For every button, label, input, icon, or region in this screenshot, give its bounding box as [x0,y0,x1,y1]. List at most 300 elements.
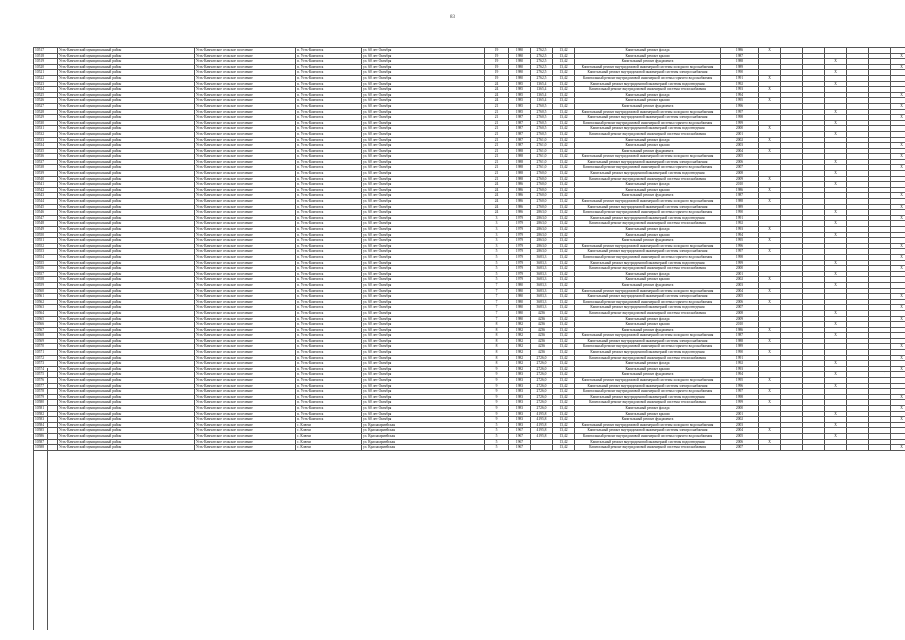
cell-work-type: Капитальный ремонт внутридомовой инженерной системы электроснабжения [575,70,721,76]
cell-house: 24 [485,204,509,210]
cell-cost: 13,42 [553,305,575,311]
cell-street: ул. 60 лет Октября [362,109,485,115]
cell-house: 8 [485,333,509,339]
cell-house: 7 [485,299,509,305]
cell-work-type: Капитальный ремонт внутридомовой инженерной системы горячего водоснабжения [575,75,721,81]
cell-house: 5 [485,271,509,277]
cell-locality: п. Усть-Камчатск [296,361,362,367]
cell-settlement: Усть-Камчатское сельское поселение [195,316,296,322]
cell-work-type: Капитальный ремонт внутридомовой инженерной системы теплоснабжения [575,310,721,316]
cell-year: 1967 [509,445,531,451]
cell-work-type: Капитальный ремонт внутридомовой инженерной системы холодного водоснабжения [575,378,721,384]
cell-locality: п. Усть-Камчатск [296,64,362,70]
cell-area: 3683,3 [531,294,553,300]
cell-cost: 13,42 [553,210,575,216]
cell-settlement: Усть-Камчатское сельское поселение [195,59,296,65]
cell-district: Усть-Камчатский муниципальный район [58,109,195,115]
cell-settlement: Усть-Камчатское сельское поселение [195,182,296,188]
cell-cost: 13,42 [553,266,575,272]
cell-area: 2760,0 [531,171,553,177]
cell-plan-year: 1987 [721,333,759,339]
cell-year: 1980 [509,310,531,316]
cell-district: Усть-Камчатский муниципальный район [58,227,195,233]
cell-district: Усть-Камчатский муниципальный район [58,103,195,109]
cell-year: 1986 [509,204,531,210]
cell-cost: 13,42 [553,372,575,378]
cell-street: ул. 60 лет Октября [362,361,485,367]
cell-locality: п. Усть-Камчатск [296,260,362,266]
cell-area: 3683,3 [531,305,553,311]
cell-row-number: 10574 [34,366,58,372]
cell-settlement: Усть-Камчатское сельское поселение [195,322,296,328]
cell-plan-year: 1997 [721,109,759,115]
cell-work-type: Капитальный ремонт фундамента [575,59,721,65]
cell-street: ул. 60 лет Октября [362,137,485,143]
cell-district: Усть-Камчатский муниципальный район [58,176,195,182]
cell-mark: X [891,165,905,171]
cell-row-number: 10577 [34,383,58,389]
cell-district: Усть-Камчатский муниципальный район [58,271,195,277]
cell-settlement: Усть-Камчатское сельское поселение [195,445,296,451]
cell-plan-year: 1997 [721,389,759,395]
cell-area: 2760,5 [531,115,553,121]
cell-area: 2726,0 [531,383,553,389]
cell-area: 2863,0 [531,227,553,233]
cell-plan-year: 2008 [721,171,759,177]
cell-cost: 13,42 [553,249,575,255]
cell-year: 1986 [509,187,531,193]
cell-area: 4236 [531,322,553,328]
cell-work-type: Капитальный ремонт фундамента [575,417,721,423]
cell-row-number: 10559 [34,282,58,288]
cell-house: 7 [485,305,509,311]
cell-street: ул. 60 лет Октября [362,64,485,70]
cell-mark: X [759,389,781,395]
cell-cost: 13,42 [553,271,575,277]
cell-plan-year: 2010 [721,322,759,328]
cell-locality: п. Усть-Камчатск [296,389,362,395]
cell-row-number: 10561 [34,294,58,300]
cell-row-number: 10549 [34,227,58,233]
cell-house: 19 [485,59,509,65]
cell-locality: с. Ключи [296,428,362,434]
cell-plan-year: 2007 [721,305,759,311]
cell-street: ул. 60 лет Октября [362,282,485,288]
cell-district: Усть-Камчатский муниципальный район [58,400,195,406]
cell-year: 1967 [509,439,531,445]
cell-cost: 13,42 [553,193,575,199]
cell-work-type: Капитальный ремонт фасада [575,182,721,188]
cell-locality: п. Усть-Камчатск [296,394,362,400]
cell-district: Усть-Камчатский муниципальный район [58,266,195,272]
cell-year: 1979 [509,232,531,238]
cell-street: ул. 60 лет Октября [362,406,485,412]
cell-cost: 13,42 [553,411,575,417]
cell-district: Усть-Камчатский муниципальный район [58,310,195,316]
cell-area: 2726,0 [531,389,553,395]
cell-locality: п. Усть-Камчатск [296,316,362,322]
cell-locality: п. Усть-Камчатск [296,126,362,132]
cell-locality: п. Усть-Камчатск [296,406,362,412]
cell-plan-year: 2001 [721,131,759,137]
cell-row-number: 10570 [34,344,58,350]
cell-row-number: 10585 [34,428,58,434]
cell-work-type: Капитальный ремонт внутридомовой инженерной системы электроснабжения [575,338,721,344]
cell-area: 4236 [531,316,553,322]
cell-year: 1985 [509,98,531,104]
cell-district: Усть-Камчатский муниципальный район [58,383,195,389]
cell-district: Усть-Камчатский муниципальный район [58,305,195,311]
cell-plan-year: 2006 [721,299,759,305]
cell-settlement: Усть-Камчатское сельское поселение [195,75,296,81]
cell-area: 1365,4 [531,92,553,98]
cell-row-number: 10538 [34,165,58,171]
cell-street: ул. 60 лет Октября [362,400,485,406]
cell-settlement: Усть-Камчатское сельское поселение [195,439,296,445]
cell-work-type: Капитальный ремонт внутридомовой инженерной системы теплоснабжения [575,131,721,137]
cell-mark: X [825,322,847,328]
cell-district: Усть-Камчатский муниципальный район [58,277,195,283]
cell-house: 9 [485,411,509,417]
cell-work-type: Капитальный ремонт внутридомовой инженерной системы теплоснабжения [575,445,721,451]
cell-year: 1983 [509,406,531,412]
cell-plan-year: 1996 [721,383,759,389]
cell-row-number: 10581 [34,406,58,412]
cell-cost: 13,42 [553,406,575,412]
cell-plan-year: 1992 [721,361,759,367]
cell-year: 1987 [509,126,531,132]
cell-row-number: 10535 [34,148,58,154]
cell-street: ул. 60 лет Октября [362,366,485,372]
cell-house: 24 [485,92,509,98]
cell-row-number: 10558 [34,277,58,283]
cell-plan-year: 2001 [721,411,759,417]
cell-house: 3 [485,243,509,249]
cell-row-number: 10526 [34,98,58,104]
cell-settlement: Усть-Камчатское сельское поселение [195,400,296,406]
cell-work-type: Капитальный ремонт крыши [575,366,721,372]
cell-cost: 13,42 [553,310,575,316]
cell-work-type: Капитальный ремонт внутридомовой инженерной системы электроснабжения [575,249,721,255]
cell-mark: X [891,204,905,210]
cell-street: ул. 60 лет Октября [362,154,485,160]
cell-locality: п. Усть-Камчатск [296,299,362,305]
cell-street: ул. 60 лет Октября [362,316,485,322]
cell-plan-year: 1991 [721,355,759,361]
cell-mark: X [825,433,847,439]
cell-district: Усть-Камчатский муниципальный район [58,316,195,322]
cell-cost: 13,42 [553,109,575,115]
cell-house: 9 [485,389,509,395]
cell-cost: 13,42 [553,383,575,389]
cell-settlement: Усть-Камчатское сельское поселение [195,215,296,221]
cell-work-type: Капитальный ремонт внутридомовой инженерной системы водоотведения [575,394,721,400]
cell-year: 1982 [509,366,531,372]
cell-district: Усть-Камчатский муниципальный район [58,148,195,154]
cell-settlement: Усть-Камчатское сельское поселение [195,131,296,137]
cell-year: 1980 [509,48,531,54]
cell-row-number: 10571 [34,350,58,356]
cell-street: ул. 60 лет Октября [362,159,485,165]
cell-house: 24 [485,87,509,93]
cell-district: Усть-Камчатский муниципальный район [58,199,195,205]
cell-street: ул. 60 лет Октября [362,75,485,81]
cell-row-number: 10547 [34,215,58,221]
cell-district: Усть-Камчатский муниципальный район [58,238,195,244]
cell-house: 5 [485,433,509,439]
cell-street: ул. 60 лет Октября [362,227,485,233]
cell-work-type: Капитальный ремонт внутридомовой инженерной системы холодного водоснабжения [575,333,721,339]
cell-year: 1983 [509,394,531,400]
cell-mark: X [759,327,781,333]
cell-district: Усть-Камчатский муниципальный район [58,165,195,171]
cell-mark: X [759,288,781,294]
cell-cost: 13,42 [553,350,575,356]
cell-mark: X [759,227,781,233]
cell-row-number: 10544 [34,199,58,205]
cell-mark: X [891,254,905,260]
cell-mark [847,445,869,451]
cell-mark: X [759,87,781,93]
cell-work-type: Капитальный ремонт внутридомовой инженерной системы электроснабжения [575,115,721,121]
cell-row-number: 10533 [34,137,58,143]
cell-mark: X [891,417,905,423]
cell-house: 24 [485,210,509,216]
cell-area: 2863,0 [531,249,553,255]
cell-row-number: 10524 [34,87,58,93]
cell-district: Усть-Камчатский муниципальный район [58,193,195,199]
cell-locality: п. Усть-Камчатск [296,254,362,260]
cell-area: 4195,8 [531,433,553,439]
cell-area: 2760,0 [531,182,553,188]
cell-district: Усть-Камчатский муниципальный район [58,159,195,165]
cell-year: 1979 [509,260,531,266]
cell-cost: 13,42 [553,361,575,367]
cell-district: Усть-Камчатский муниципальный район [58,70,195,76]
cell-house: 24 [485,182,509,188]
cell-work-type: Капитальный ремонт внутридомовой инженерной системы электроснабжения [575,294,721,300]
cell-mark: X [759,350,781,356]
cell-mark: X [759,378,781,384]
cell-cost: 13,42 [553,53,575,59]
cell-year: 1979 [509,266,531,272]
cell-mark: X [825,131,847,137]
cell-row-number: 10529 [34,115,58,121]
cell-mark: X [891,394,905,400]
cell-cost: 13,42 [553,64,575,70]
cell-area: 2760,0 [531,199,553,205]
cell-locality: п. Усть-Камчатск [296,159,362,165]
cell-row-number: 10560 [34,288,58,294]
cell-row-number: 10565 [34,316,58,322]
cell-row-number: 10539 [34,171,58,177]
cell-area: 2726,0 [531,355,553,361]
cell-locality: п. Усть-Камчатск [296,53,362,59]
cell-area: 2726,0 [531,372,553,378]
cell-mark: X [825,59,847,65]
cell-locality: п. Усть-Камчатск [296,109,362,115]
cell-cost: 13,42 [553,171,575,177]
cell-district: Усть-Камчатский муниципальный район [58,361,195,367]
cell-street: ул. 60 лет Октября [362,148,485,154]
cell-row-number: 10584 [34,422,58,428]
cell-street: ул. Красноармейская [362,439,485,445]
cell-year: 1982 [509,322,531,328]
cell-year: 1986 [509,182,531,188]
corner-mark: · [884,370,885,374]
cell-row-number: 10532 [34,131,58,137]
cell-settlement: Усть-Камчатское сельское поселение [195,193,296,199]
cell-district: Усть-Камчатский муниципальный район [58,87,195,93]
cell-cost: 13,42 [553,243,575,249]
cell-house: 21 [485,103,509,109]
cell-settlement: Усть-Камчатское сельское поселение [195,176,296,182]
cell-district: Усть-Камчатский муниципальный район [58,350,195,356]
cell-mark: X [759,439,781,445]
cell-house: 19 [485,64,509,70]
cell-work-type: Капитальный ремонт фундамента [575,103,721,109]
cell-row-number: 10578 [34,389,58,395]
cell-settlement: Усть-Камчатское сельское поселение [195,282,296,288]
cell-house: 8 [485,350,509,356]
cell-area: 4195,8 [531,417,553,423]
cell-year: 1988 [509,171,531,177]
cell-mark [759,445,781,451]
cell-locality: п. Усть-Камчатск [296,176,362,182]
cell-locality: п. Усть-Камчатск [296,215,362,221]
cell-area: 2760,5 [531,120,553,126]
cell-area: 2863,0 [531,243,553,249]
cell-house: 5 [485,260,509,266]
cell-locality: п. Усть-Камчатск [296,355,362,361]
cell-district: Усть-Камчатский муниципальный район [58,64,195,70]
cell-district: Усть-Камчатский муниципальный район [58,126,195,132]
cell-settlement: Усть-Камчатское сельское поселение [195,227,296,233]
cell-plan-year: 2005 [721,294,759,300]
cell-plan-year: 1986 [721,48,759,54]
cell-cost: 13,42 [553,333,575,339]
cell-plan-year: 2008 [721,310,759,316]
cell-cost: 13,42 [553,355,575,361]
cell-plan-year: 1994 [721,232,759,238]
cell-year: 1985 [509,87,531,93]
cell-work-type: Капитальный ремонт внутридомовой инженерной системы водоотведения [575,350,721,356]
cell-district: Усть-Камчатский муниципальный район [58,187,195,193]
cell-locality: п. Усть-Камчатск [296,327,362,333]
cell-plan-year: 1993 [721,366,759,372]
cell-street: ул. 60 лет Октября [362,243,485,249]
cell-year: 1979 [509,238,531,244]
cell-street: ул. 60 лет Октября [362,310,485,316]
cell-row-number: 10566 [34,322,58,328]
cell-locality: п. Усть-Камчатск [296,92,362,98]
cell-mark [803,445,825,451]
cell-work-type: Капитальный ремонт фасада [575,137,721,143]
cell-street: ул. 60 лет Октября [362,210,485,216]
cell-row-number: 10523 [34,81,58,87]
cell-settlement: Усть-Камчатское сельское поселение [195,406,296,412]
cell-mark: X [825,210,847,216]
cell-house: 8 [485,355,509,361]
cell-cost: 13,42 [553,81,575,87]
cell-mark: X [891,64,905,70]
cell-house: 5 [485,249,509,255]
cell-house: 9 [485,366,509,372]
cell-street: ул. 60 лет Октября [362,417,485,423]
cell-cost: 13,42 [553,428,575,434]
cell-street: ул. 60 лет Октября [362,338,485,344]
cell-house: 9 [485,372,509,378]
cell-area: 2762,5 [531,48,553,54]
cell-settlement: Усть-Камчатское сельское поселение [195,361,296,367]
cell-locality: с. Ключи [296,439,362,445]
cell-locality: п. Усть-Камчатск [296,210,362,216]
cell-cost: 13,42 [553,187,575,193]
cell-house: 21 [485,148,509,154]
cell-settlement: Усть-Камчатское сельское поселение [195,232,296,238]
cell-work-type: Капитальный ремонт фундамента [575,327,721,333]
cell-mark: X [825,182,847,188]
cell-year: 1983 [509,411,531,417]
cell-street: ул. 60 лет Октября [362,48,485,54]
cell-locality: п. Усть-Камчатск [296,383,362,389]
cell-house: 9 [485,378,509,384]
cell-mark: X [891,115,905,121]
cell-year: 1979 [509,215,531,221]
cell-mark: X [891,406,905,412]
cell-work-type: Капитальный ремонт внутридомовой инженерной системы теплоснабжения [575,176,721,182]
cell-plan-year: 1990 [721,70,759,76]
cell-settlement: Усть-Камчатское сельское поселение [195,344,296,350]
cell-district: Усть-Камчатский муниципальный район [58,98,195,104]
cell-work-type: Капитальный ремонт внутридомовой инженерной системы электроснабжения [575,159,721,165]
cell-district: Усть-Камчатский муниципальный район [58,411,195,417]
cell-house: 9 [485,417,509,423]
cell-street: ул. 60 лет Октября [362,187,485,193]
cell-area: 2762,5 [531,75,553,81]
cell-mark: X [759,137,781,143]
cell-cost: 13,42 [553,389,575,395]
cell-work-type: Капитальный ремонт фундамента [575,148,721,154]
cell-street: ул. 60 лет Октября [362,372,485,378]
cell-mark: X [825,260,847,266]
cell-work-type: Капитальный ремонт фасада [575,406,721,412]
cell-street: ул. 60 лет Октября [362,120,485,126]
cell-row-number: 10580 [34,400,58,406]
cell-district: Усть-Камчатский муниципальный район [58,221,195,227]
cell-district: Усть-Камчатский муниципальный район [58,210,195,216]
cell-area: 4236 [531,333,553,339]
cell-street: ул. 60 лет Октября [362,249,485,255]
cell-street: ул. 60 лет Октября [362,193,485,199]
cell-row-number: 10543 [34,193,58,199]
cell-district: Усть-Камчатский муниципальный район [58,366,195,372]
cell-area: 2761,0 [531,165,553,171]
cell-district: Усть-Камчатский муниципальный район [58,232,195,238]
cell-street: ул. Красноармейская [362,428,485,434]
cell-cost: 13,42 [553,148,575,154]
cell-district: Усть-Камчатский муниципальный район [58,378,195,384]
cell-mark: X [891,344,905,350]
cell-year: 1985 [509,92,531,98]
cell-settlement: Усть-Камчатское сельское поселение [195,366,296,372]
cell-cost: 13,42 [553,327,575,333]
cell-locality: п. Усть-Камчатск [296,417,362,423]
cell-house: 5 [485,422,509,428]
cell-settlement: Усть-Камчатское сельское поселение [195,137,296,143]
cell-locality: п. Усть-Камчатск [296,59,362,65]
cell-row-number: 10588 [34,445,58,451]
